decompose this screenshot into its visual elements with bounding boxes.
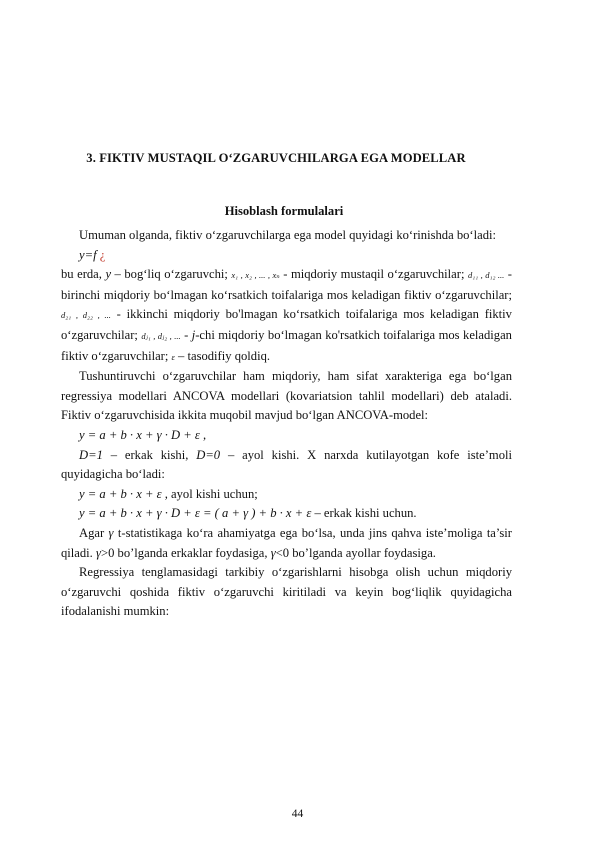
dummy-text-b: – ayol kishi. X narxda kutilayotgan kofe iste’moli quyidagicha bo‘ladi: [61,447,513,482]
chapter-title: 3. FIKTIV MUSTAQIL O‘ZGARUVCHILARGA EGA MODELLAR [86,151,466,165]
section-subtitle [0,204,556,219]
dummy-d0: D=0 [196,447,221,462]
gamma-text-b: t-statistikaga ko‘ra ahamiyatga ega bo‘lsa, unda jins qahva iste’moliga ta’sir qiladi. [61,525,512,560]
formula-male-eq: y = a + b · x + γ · D + ε = ( a + γ ) + b · x + ε [79,506,312,521]
paragraph-ancova: Tushuntiruvchi o‘zgaruvchilar ham miqdoriy, ham sifat xarakteriga ega bo‘lgan regressiya modellari ANCOVA modellari (kovariatsion tahlil modellari) deb ataladi. Fiktiv o‘zgaruvchisida ikkita muqobil mavjud bo‘lgan ANCOVA-model: [61,369,512,423]
paragraph-intro: Umuman olganda, fiktiv o‘zgaruvchilarga ega model quyidagi ko‘rinishda bo‘ladi: [79,228,496,242]
formula-female-eq: y = a + b · x + ε , [79,486,168,501]
def-text-i: – tasodifiy qoldiq. [178,348,271,363]
section-subtitle-text: Hisoblash formulalari [224,204,344,218]
def-var-d2: d₂₁ , d₂₂ , ... [61,310,111,321]
dummy-d1: D=1 [79,447,103,462]
formula-male-note: – erkak kishi uchun. [314,506,417,521]
gamma-symbol-2: γ [96,545,101,560]
dummy-text-a: – erkak kishi, [110,447,189,462]
paragraph-definitions [61,265,512,367]
body-text [61,226,512,622]
def-text-a: bu erda, [61,267,102,282]
def-var-d1: d₁₁ , d₁₂ ... [467,270,505,281]
def-var-j: j [191,327,196,342]
paragraph-structural: Regressiya tenglamasidagi tarkibiy o‘zgarishlarni hisobga olish uchun miqdoriy o‘zgaruvchi qoshida fiktiv o‘zgaruvchi kiritiladi va keyin bog‘liqlik quyidagicha ifodalanishi mumkin: [61,565,512,619]
def-var-x: x₁ , x₂ , ... , xₙ [231,270,280,281]
def-var-y: y [105,267,112,282]
def-text-b: – bog‘liq o‘zgaruvchi; [114,267,228,282]
def-var-dj: dⱼ₁ , dⱼ₂ , ... [141,330,181,341]
def-var-eps: ε [171,351,175,362]
gamma-symbol: γ [108,525,114,540]
paragraph-gamma [61,524,512,563]
def-text-e: - birinchi miqdoriy bo‘lmagan ko‘rsatkich toifalariga mos keladigan fiktiv o‘zgaruvchilar; [61,267,512,302]
gamma-text-c: >0 bo’lganda erkaklar foydasiga, [100,545,268,560]
paragraph-dummy-values [61,446,512,485]
def-text-h: -chi miqdoriy bo‘lmagan ko'rsatkich toifalariga mos keladigan fiktiv o‘zgaruvchilar; [61,327,512,363]
formula-general-left: y=f [79,247,97,262]
def-text-g: - [184,327,189,342]
def-text-f: - ikkinchi miqdoriy bo'lmagan ko‘rsatkich toifalariga mos keladigan fiktiv o‘zgaruvchilar; [61,307,512,342]
gamma-text-d: <0 bo’lganda ayollar foydasiga. [275,545,436,560]
formula-male [61,504,512,524]
formula-general-right: ¿ [99,247,106,262]
page-number: 44 [291,808,304,820]
formula-general [61,246,512,266]
def-text-c: - miqdoriy mustaqil o‘zgaruvchilar; [283,267,465,282]
formula-female-note: ayol kishi uchun; [171,486,258,501]
formula-ancova: y = a + b · x + γ · D + ε , [79,427,207,442]
formula-female [61,485,512,505]
gamma-symbol-3: γ [270,545,276,560]
gamma-text-a: Agar [79,525,105,540]
